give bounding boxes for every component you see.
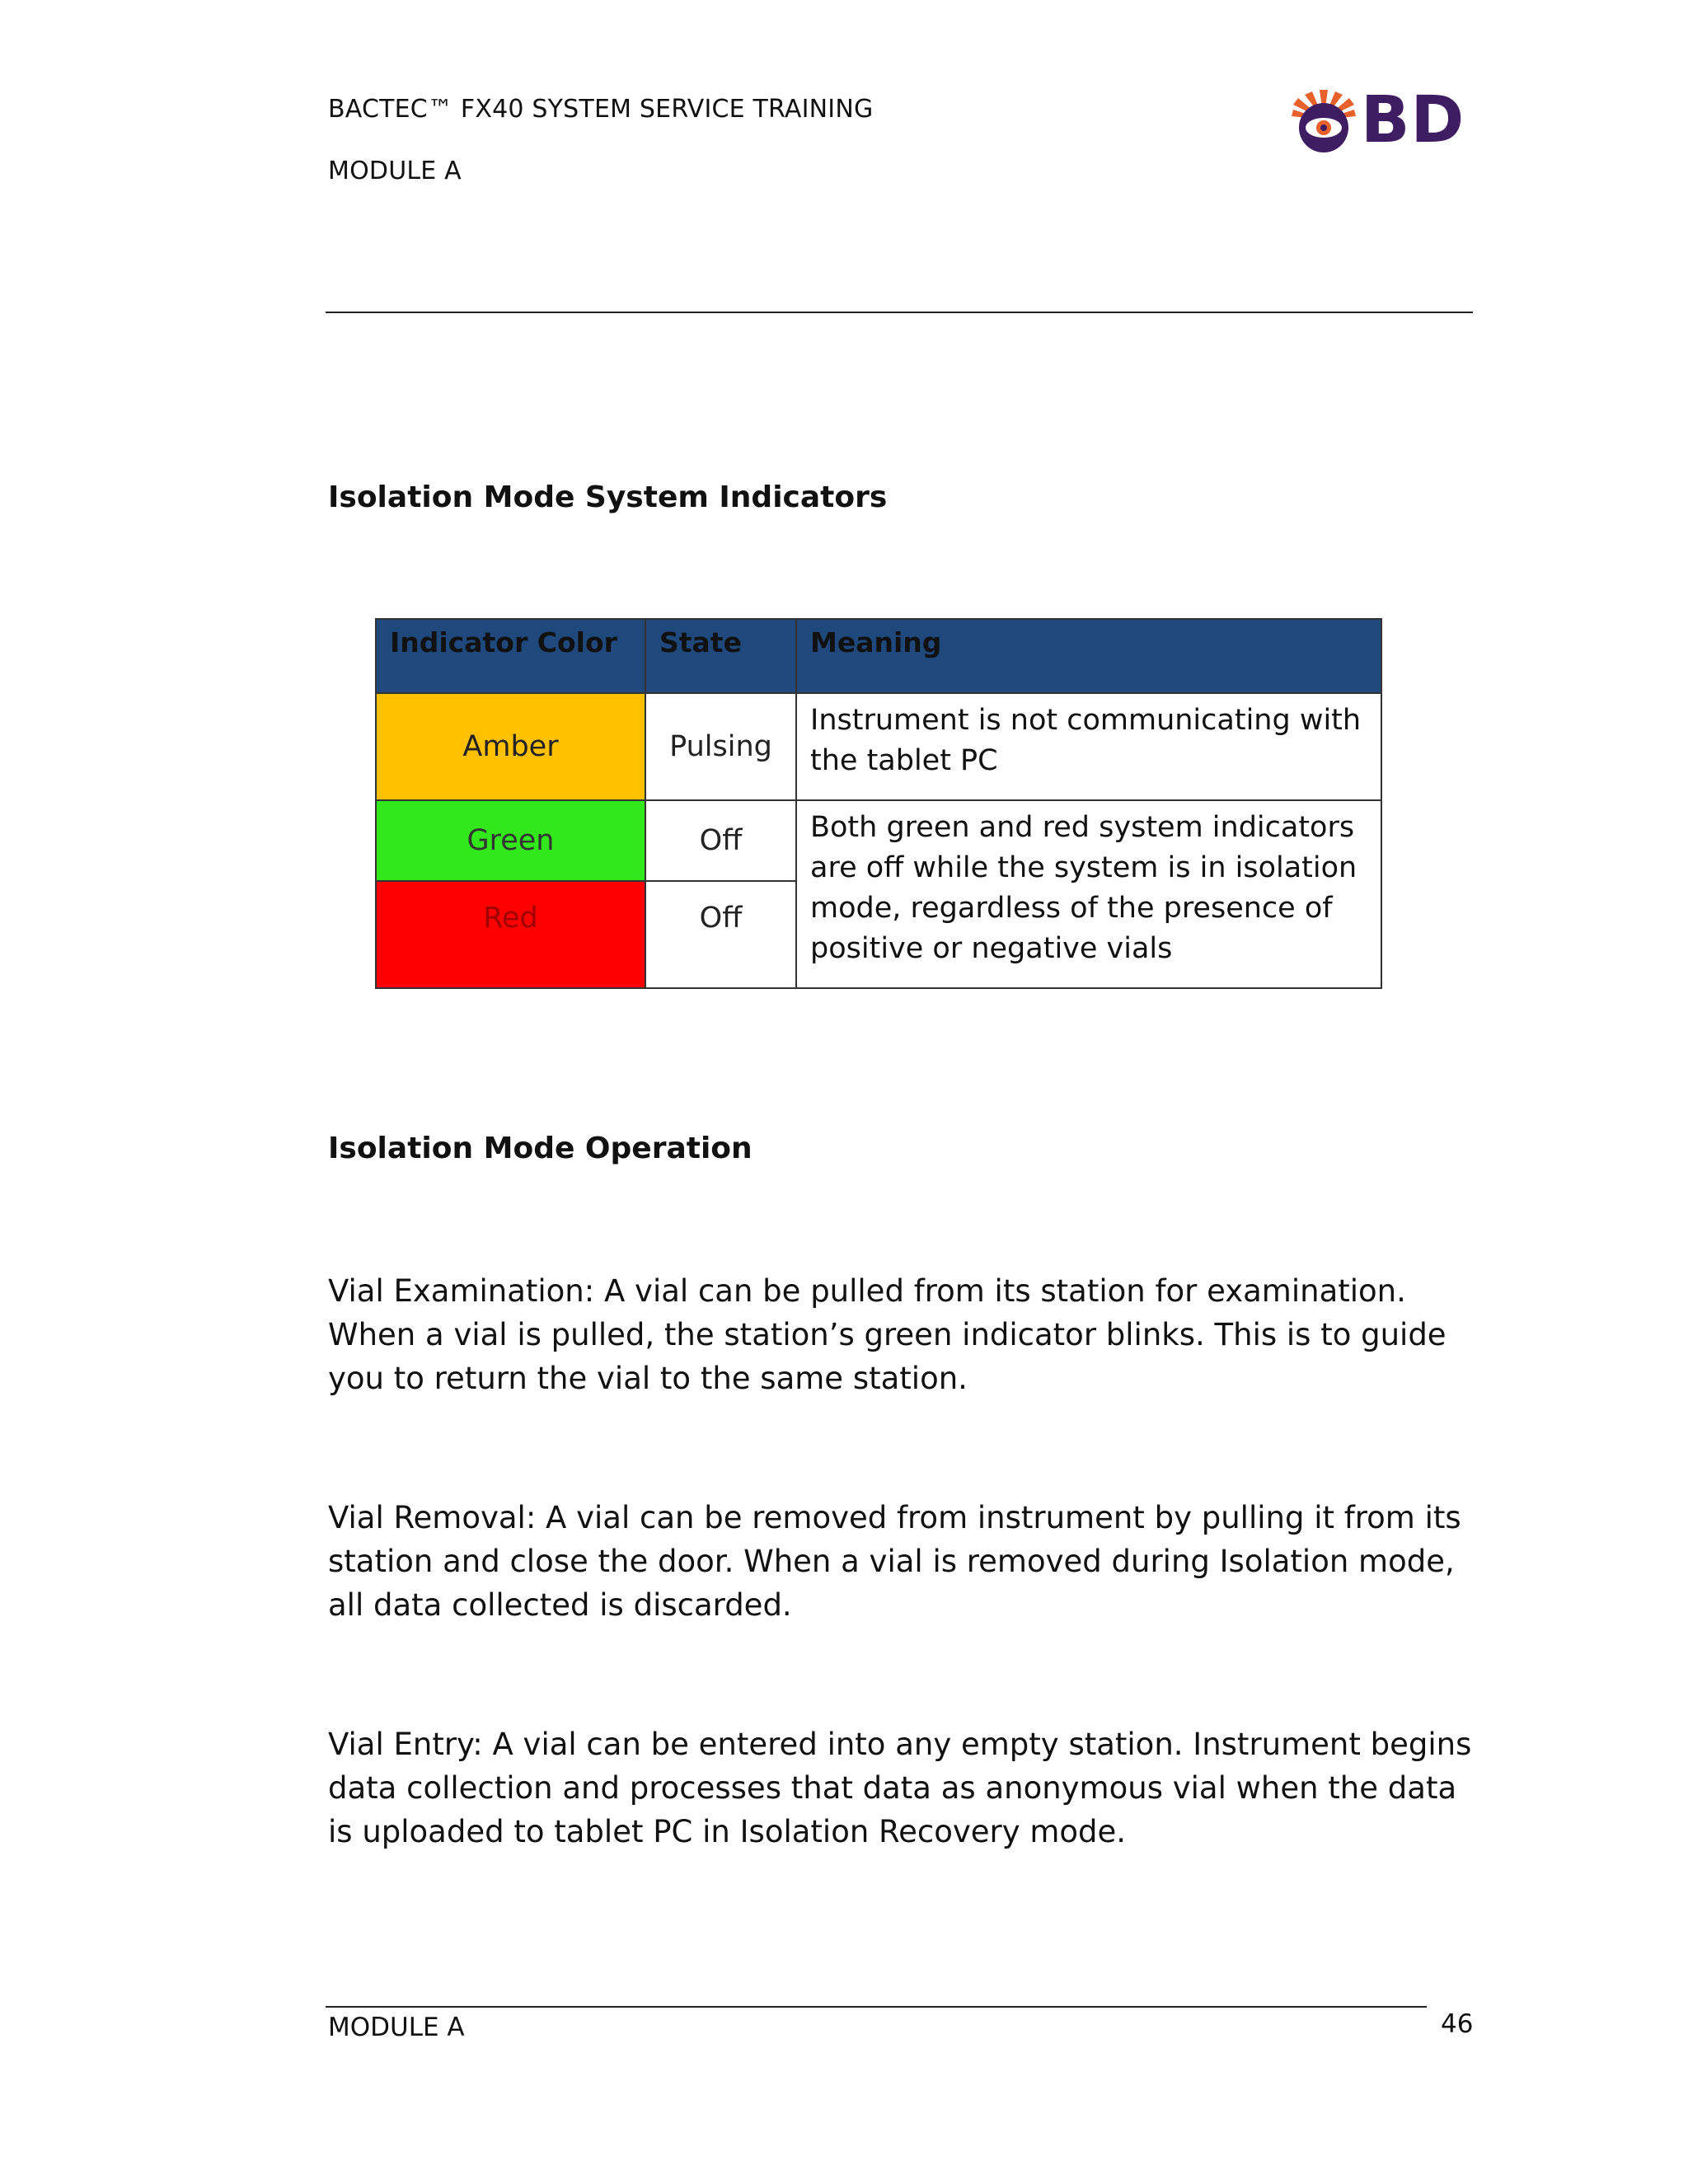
header-module: MODULE A xyxy=(328,157,462,185)
header-title: BACTEC™ FX40 SYSTEM SERVICE TRAINING xyxy=(328,95,874,124)
table-header-row xyxy=(376,619,1381,693)
meaning-cell xyxy=(796,800,1381,988)
bd-logo xyxy=(1290,83,1465,157)
paragraph-vial-removal xyxy=(328,1496,1614,1627)
paragraph-line: Vial Removal: A vial can be removed from instrument by pulling it from its xyxy=(328,1500,1461,1535)
paragraph-line: Vial Examination: A vial can be pulled from its station for examination. xyxy=(328,1273,1406,1309)
section-heading-operation: Isolation Mode Operation xyxy=(328,1132,753,1165)
meaning-line: Instrument is not communicating with xyxy=(810,704,1362,737)
indicator-table xyxy=(375,618,1382,989)
meaning-line: positive or negative vials xyxy=(810,932,1173,965)
state-cell: Pulsing xyxy=(645,693,796,800)
section-heading-indicators: Isolation Mode System Indicators xyxy=(328,480,888,514)
bd-logo-text: BD xyxy=(1361,83,1465,157)
meaning-line: the tablet PC xyxy=(810,744,998,777)
paragraph-line: you to return the vial to the same station. xyxy=(328,1361,968,1396)
paragraph-line: station and close the door. When a vial is removed during Isolation mode, xyxy=(328,1544,1455,1579)
paragraph-vial-examination xyxy=(328,1269,1614,1400)
paragraph-vial-entry xyxy=(328,1722,1614,1854)
color-cell-amber: Amber xyxy=(376,693,645,800)
column-header: Meaning xyxy=(796,619,1381,693)
paragraph-line: When a vial is pulled, the station’s green indicator blinks. This is to guide xyxy=(328,1317,1447,1352)
color-cell-green: Green xyxy=(376,800,645,881)
meaning-cell xyxy=(796,693,1381,800)
footer-module: MODULE A xyxy=(328,2013,465,2042)
table-row xyxy=(376,800,1381,881)
paragraph-line: all data collected is discarded. xyxy=(328,1587,792,1623)
page-number: 46 xyxy=(1441,2009,1474,2039)
paragraph-line: is uploaded to tablet PC in Isolation Recovery mode. xyxy=(328,1814,1127,1849)
column-header: Indicator Color xyxy=(376,619,645,693)
header-rule xyxy=(326,312,1473,313)
color-cell-red: Red xyxy=(376,881,645,988)
bd-sun-icon xyxy=(1290,87,1357,154)
meaning-line: Both green and red system indicators xyxy=(810,811,1355,844)
state-cell: Off xyxy=(645,881,796,988)
meaning-line: are off while the system is in isolation xyxy=(810,851,1357,884)
table-row xyxy=(376,693,1381,800)
column-header: State xyxy=(645,619,796,693)
paragraph-line: Vial Entry: A vial can be entered into any empty station. Instrument begins xyxy=(328,1727,1472,1762)
state-cell: Off xyxy=(645,800,796,881)
footer-rule xyxy=(326,2006,1427,2008)
paragraph-line: data collection and processes that data as anonymous vial when the data xyxy=(328,1770,1457,1806)
meaning-line: mode, regardless of the presence of xyxy=(810,892,1333,925)
